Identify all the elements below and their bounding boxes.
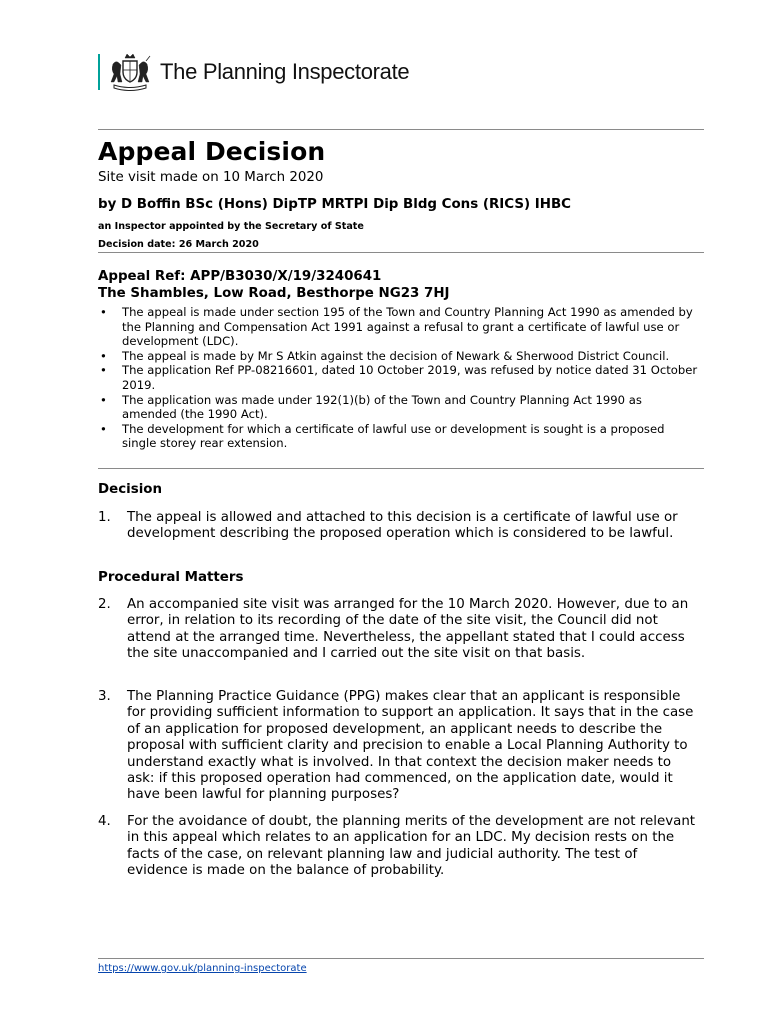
paragraph-number: 2.	[98, 597, 111, 612]
paragraph-text: The appeal is allowed and attached to this decision is a certificate of lawful use or development describing the proposed operation which is considered to be lawful.	[127, 510, 678, 542]
summary-bottom-divider	[98, 468, 704, 469]
footer-divider	[98, 958, 704, 959]
paragraph	[98, 689, 702, 804]
list-item: • The development for which a certificate of lawful use or development is sought is a proposed single storey rear extension.	[98, 422, 698, 451]
paragraph-text: An accompanied site visit was arranged for the 10 March 2020. However, due to an error, in relation to its recording of the date of the site visit, the Council did not attend at the arranged time. Nevertheless, the appellant stated that I could access the site unaccompanied and I carried out the site visit on that basis.	[127, 597, 689, 662]
paragraph	[98, 510, 702, 543]
list-item: • The appeal is made by Mr S Atkin against the decision of Newark & Sherwood District Council.	[98, 349, 698, 364]
site-address: The Shambles, Low Road, Besthorpe NG23 7HJ	[98, 286, 450, 301]
list-item: • The appeal is made under section 195 of the Town and Country Planning Act 1990 as amended by the Planning and Compensation Act 1991 against a refusal to grant a certificate of lawful use or development (LDC).	[98, 305, 698, 349]
procedural-heading: Procedural Matters	[98, 570, 244, 585]
royal-coat-of-arms-icon	[108, 52, 152, 92]
paragraph	[98, 814, 702, 880]
decision-date: Decision date: 26 March 2020	[98, 239, 259, 250]
inspector-line: by D Boffin BSc (Hons) DipTP MRTPI Dip Bldg Cons (RICS) IHBC	[98, 197, 571, 212]
paragraph-number: 4.	[98, 814, 111, 829]
site-visit-line: Site visit made on 10 March 2020	[98, 170, 324, 185]
paragraph-text: For the avoidance of doubt, the planning merits of the development are not relevant in this appeal which relates to an application for an LDC. My decision rests on the facts of the case, on relevant planning law and judicial authority. The test of evidence is made on the balance of probability.	[127, 814, 696, 879]
page-title: Appeal Decision	[98, 137, 326, 166]
ref-top-divider	[98, 252, 704, 253]
appeal-reference-block	[98, 268, 450, 302]
logo-accent-bar	[98, 54, 100, 90]
appeal-summary-list	[98, 305, 698, 451]
appointed-line: an Inspector appointed by the Secretary of State	[98, 221, 364, 232]
top-divider	[98, 129, 704, 130]
footer-website-link[interactable]: https://www.gov.uk/planning-inspectorate	[98, 963, 307, 974]
paragraph-number: 1.	[98, 510, 111, 525]
paragraph-number: 3.	[98, 689, 111, 704]
list-item: • The application was made under 192(1)(b) of the Town and Country Planning Act 1990 as amended (the 1990 Act).	[98, 393, 698, 422]
paragraph	[98, 597, 702, 663]
decision-heading: Decision	[98, 482, 163, 497]
paragraph-text: The Planning Practice Guidance (PPG) makes clear that an applicant is responsible for providing sufficient information to support an application. It says that in the case of an application for proposed development, an applicant needs to describe the proposal with sufficient clarity and precision to enable a Local Planning Authority to understand exactly what is involved. In that context the decision maker needs to ask: if this proposed operation had commenced, on the application date, would it have been lawful for planning purposes?	[127, 689, 694, 803]
org-name: The Planning Inspectorate	[160, 59, 410, 84]
list-item: • The application Ref PP-08216601, dated 10 October 2019, was refused by notice dated 31 October 2019.	[98, 363, 698, 392]
header-logo	[98, 52, 409, 92]
appeal-ref: Appeal Ref: APP/B3030/X/19/3240641	[98, 269, 382, 284]
